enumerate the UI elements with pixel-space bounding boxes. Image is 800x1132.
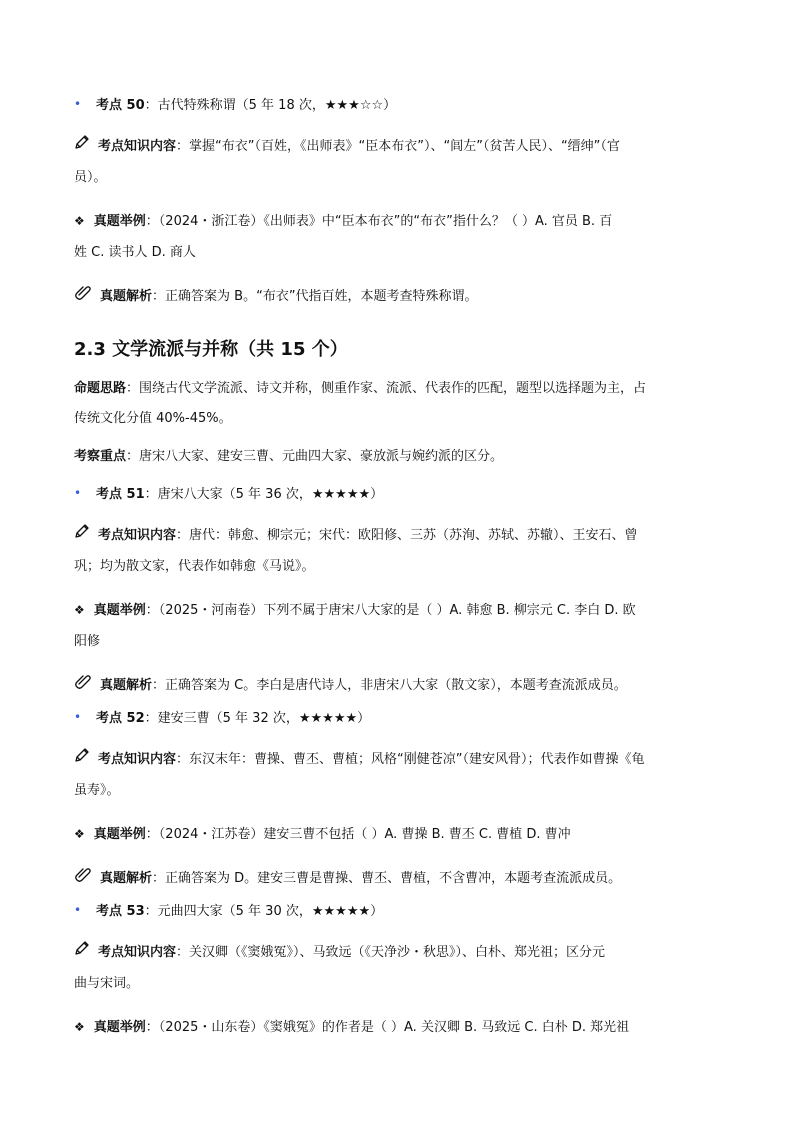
section-idea: 命题思路：围绕古代文学流派、诗文并称，侧重作家、流派、代表作的匹配，题型以选择题为主，占 传统文化分值 40%-45%。 xyxy=(74,381,647,426)
paperclip-icon xyxy=(74,670,92,701)
kp-title: 元曲四大家（5 年 30 次，★★★★★） xyxy=(157,904,384,919)
bullet-dot-icon: • xyxy=(74,902,82,917)
pencil-icon xyxy=(74,744,90,775)
kp-51-analysis: 真题解析：正确答案为 C。李白是唐代诗人，非唐宋八大家（散文家），本题考查流派成员。 xyxy=(74,670,728,701)
kp-50-analysis: 真题解析：正确答案为 B。“布衣”代指百姓，本题考查特殊称谓。 xyxy=(74,281,728,312)
kp-title: 唐宋八大家（5 年 36 次，★★★★★） xyxy=(157,487,384,502)
kp-52-example: ❖ 真题举例：（2024・江苏卷）建安三曹不包括（ ）A. 曹操 B. 曹丕 C. 曹植 D. 曹冲 xyxy=(74,819,728,850)
section-focus: 考察重点：唐宋八大家、建安三曹、元曲四大家、豪放派与婉约派的区分。 xyxy=(74,449,504,464)
kp-53-example: ❖ 真题举例：（2025・山东卷）《窦娥冤》的作者是（ ）A. 关汉卿 B. 马致远 C. 白朴 D. 郑光祖 xyxy=(74,1012,728,1043)
bullet-dot-icon: • xyxy=(74,709,82,724)
diamond-icon: ❖ xyxy=(74,603,85,617)
pencil-icon xyxy=(74,520,90,551)
bullet-dot-icon: • xyxy=(74,96,82,111)
paperclip-icon xyxy=(74,863,92,894)
kp-51-knowledge: 考点知识内容：唐代：韩愈、柳宗元；宋代：欧阳修、三苏（苏洵、苏轼、苏辙）、王安石、曾 巩；均为散文家，代表作如韩愈《马说》。 xyxy=(74,520,728,582)
kp-label: 考点 51 xyxy=(96,487,145,502)
kp-label: 考点 53 xyxy=(96,904,145,919)
kp-52-header: • 考点 52 ： 建安三曹（5 年 32 次，★★★★★） xyxy=(74,701,728,732)
pencil-icon xyxy=(74,937,90,968)
kp-50-header: • 考点 50 ： 古代特殊称谓（5 年 18 次，★★★☆☆） xyxy=(74,88,728,119)
kp-53-header: • 考点 53 ： 元曲四大家（5 年 30 次，★★★★★） xyxy=(74,894,728,925)
kp-51-header: • 考点 51 ： 唐宋八大家（5 年 36 次，★★★★★） xyxy=(74,477,728,508)
kp-52-analysis: 真题解析：正确答案为 D。建安三曹是曹操、曹丕、曹植，不含曹冲，本题考查流派成员。 xyxy=(74,863,728,894)
bullet-dot-icon: • xyxy=(74,485,82,500)
kp-50-example: ❖ 真题举例：（2024・浙江卷）《出师表》中“臣本布衣”的“布衣”指什么？（ ）A. 官员 B. 百 姓 C. 读书人 D. 商人 xyxy=(74,206,728,268)
diamond-icon: ❖ xyxy=(74,827,85,841)
kp-title: 古代特殊称谓（5 年 18 次，★★★☆☆） xyxy=(157,98,397,113)
kp-50-knowledge: 考点知识内容：掌握“布衣”（百姓，《出师表》“臣本布衣”）、“闾左”（贫苦人民）、“缙绅”（官 员）。 xyxy=(74,131,728,193)
kp-label: 考点 52 xyxy=(96,711,145,726)
diamond-icon: ❖ xyxy=(74,214,85,228)
diamond-icon: ❖ xyxy=(74,1020,85,1034)
kp-title: 建安三曹（5 年 32 次，★★★★★） xyxy=(157,711,371,726)
pencil-icon xyxy=(74,131,90,162)
kp-51-example: ❖ 真题举例：（2025・河南卷）下列不属于唐宋八大家的是（ ）A. 韩愈 B. 柳宗元 C. 李白 D. 欧 阳修 xyxy=(74,595,728,657)
kp-52-knowledge: 考点知识内容：东汉末年：曹操、曹丕、曹植；风格“刚健苍凉”（建安风骨）；代表作如曹操《龟 虽寿》。 xyxy=(74,744,728,806)
kp-label: 考点 50 xyxy=(96,98,145,113)
kp-53-knowledge: 考点知识内容：关汉卿（《窦娥冤》）、马致远（《天净沙・秋思》）、白朴、郑光祖；区分元 曲与宋词。 xyxy=(74,937,728,999)
paperclip-icon xyxy=(74,281,92,312)
section-heading: 2.3 文学流派与并称（共 15 个） xyxy=(74,339,348,360)
